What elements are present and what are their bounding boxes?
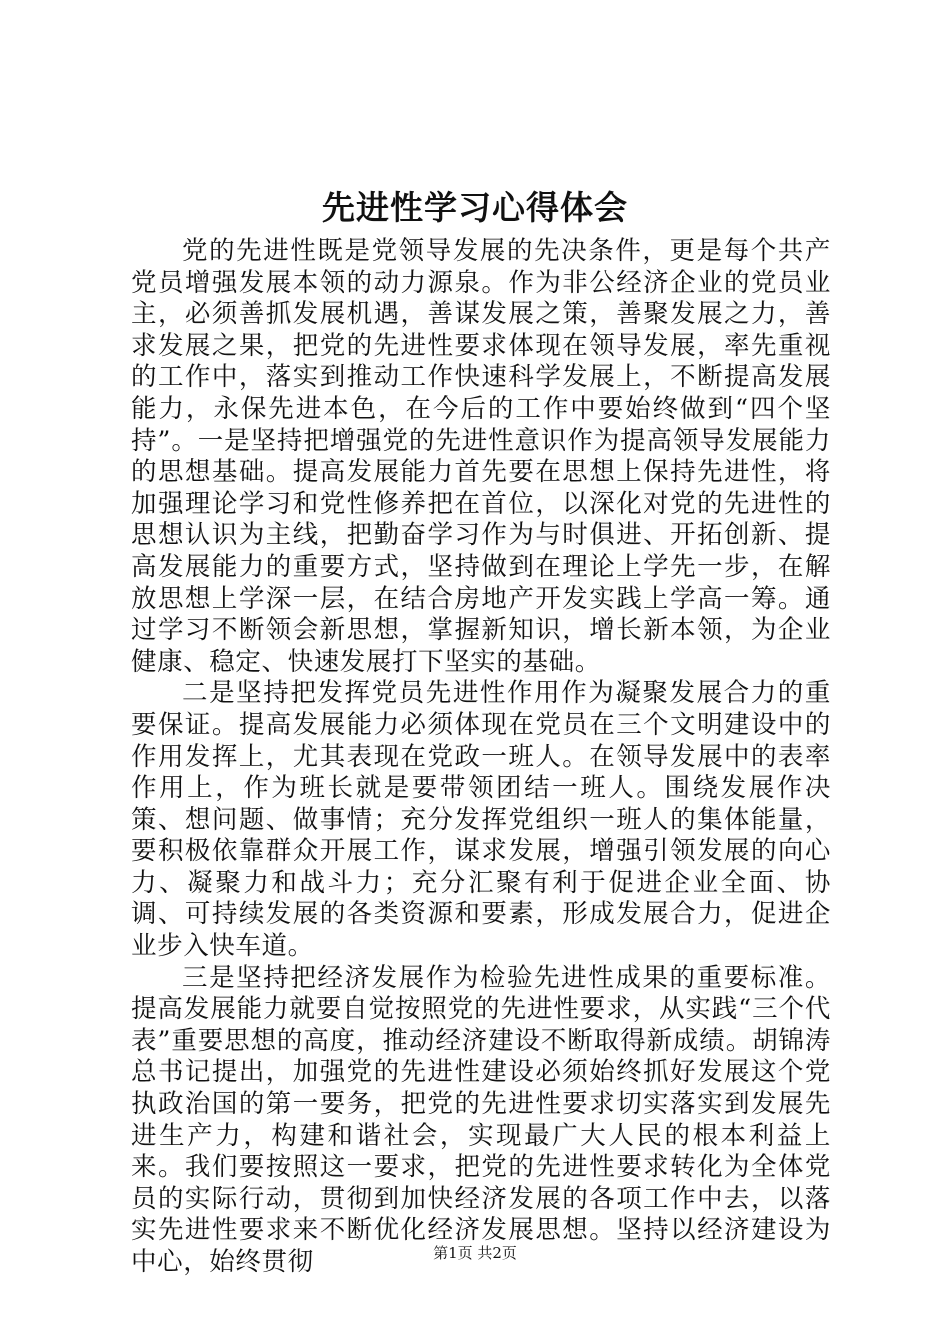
- document-body: [131, 236, 831, 1279]
- page-footer: 第1页 共2页: [433, 1244, 517, 1262]
- document-title: 先进性学习心得体会: [322, 188, 628, 227]
- paragraph-3: 三是坚持把经济发展作为检验先进性成果的重要标准。提高发展能力就要自觉按照党的先进性要求，从实践“三个代表”重要思想的高度，推动经济建设不断取得新成绩。胡锦涛总书记提出，加强党的先进性建设必须始终抓好发展这个党执政治国的第一要务，把党的先进性要求切实落实到发展先进生产力，构建和谐社会，实现最广大人民的根本利益上来。我们要按照这一要求，把党的先进性要求转化为全体党员的实际行动，贯彻到加快经济发展的各项工作中去，以落实先进性要求来不断优化经济发展思想。坚持以经济建设为中心，始终贯彻: [131, 962, 831, 1277]
- paragraph-2: 二是坚持把发挥党员先进性作用作为凝聚发展合力的重要保证。提高发展能力必须体现在党员在三个文明建设中的作用发挥上，尤其表现在党政一班人。在领导发展中的表率作用上，作为班长就是要带领团结一班人。围绕发展作决策、想问题、做事情；充分发挥党组织一班人的集体能量，要积极依靠群众开展工作，谋求发展，增强引领发展的向心力、凝聚力和战斗力；充分汇聚有利于促进企业全面、协调、可持续发展的各类资源和要素，形成发展合力，促进企业步入快车道。: [131, 678, 831, 962]
- paragraph-1: 党的先进性既是党领导发展的先决条件，更是每个共产党员增强发展本领的动力源泉。作为非公经济企业的党员业主，必须善抓发展机遇，善谋发展之策，善聚发展之力，善求发展之果，把党的先进性要求体现在领导发展，率先重视的工作中，落实到推动工作快速科学发展上，不断提高发展能力，永保先进本色，在今后的工作中要始终做到“四个坚持”。一是坚持把增强党的先进性意识作为提高领导发展能力的思想基础。提高发展能力首先要在思想上保持先进性，将加强理论学习和党性修养把在首位，以深化对党的先进性的思想认识为主线，把勤奋学习作为与时俱进、开拓创新、提高发展能力的重要方式，坚持做到在理论上学先一步，在解放思想上学深一层，在结合房地产开发实践上学高一筹。通过学习不断领会新思想，掌握新知识，增长新本领，为企业健康、稳定、快速发展打下坚实的基础。: [131, 236, 831, 677]
